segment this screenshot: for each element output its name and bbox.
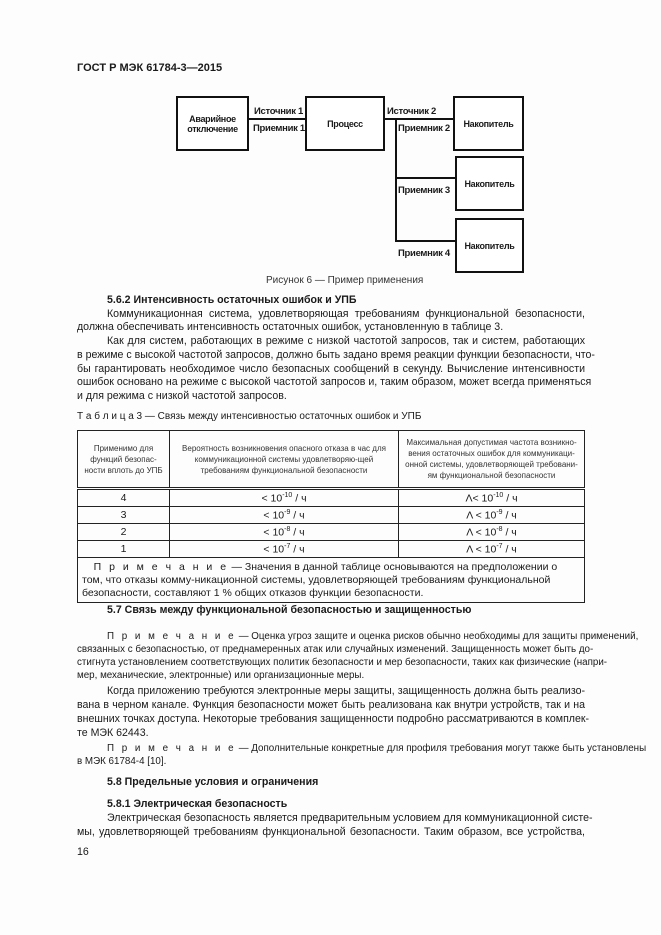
receiver-3-label: Приемник 3 (398, 185, 450, 196)
section-5-6-2-heading: 5.6.2 Интенсивность остаточных ошибок и УПБ (107, 294, 357, 306)
table-row (78, 541, 585, 558)
sil-cell: 3 (78, 507, 170, 524)
unit: / ч (502, 509, 517, 522)
paragraph-line: бы гарантировать необходимое число безопасных сообщений в секунду. Вычисление интенсивности (77, 363, 585, 375)
unit: / ч (502, 543, 517, 556)
sil-cell: 2 (78, 524, 170, 541)
value: Λ < 10 (466, 509, 497, 522)
section-5-8-1-heading: 5.8.1 Электрическая безопасность (107, 798, 288, 810)
value: < 10 (263, 543, 285, 556)
connector-line (395, 118, 397, 242)
unit: / ч (290, 509, 305, 522)
table-row (78, 524, 585, 541)
unit: / ч (290, 526, 305, 539)
paragraph-line: те МЭК 62443. (77, 727, 149, 739)
storage-box-1: Накопитель (453, 96, 524, 151)
page-number: 16 (77, 846, 89, 858)
note-line (107, 630, 639, 643)
table-note (78, 558, 585, 603)
exponent: -9 (496, 508, 503, 516)
table-header-row (78, 431, 585, 489)
exponent: -10 (493, 491, 504, 499)
note-label: П р и м е ч а н и е (107, 743, 237, 754)
exponent: -7 (496, 542, 503, 550)
column-header: Вероятность возникновения опасного отказа в час для коммуникационной системы удовлетворяю-щей требованиям функциональной безопасности (170, 431, 399, 489)
value: < 10 (261, 492, 283, 505)
note-label: П р и м е ч а н и е (93, 560, 229, 573)
figure-caption: Рисунок 6 — Пример применения (266, 275, 424, 286)
paragraph-line: мы, удовлетворяющей требованиям функциональной безопасности. Таким образом, все устройства, (77, 826, 585, 838)
paragraph-line: Когда приложению требуются электронные меры защиты, защищенность должна быть реализо- (107, 685, 585, 697)
note-label: П р и м е ч а н и е (107, 631, 237, 642)
unit: / ч (502, 526, 517, 539)
note-line: связанных с безопасностью, от преднамеренных атак или случайных изменений. Защищенность может быть до- (77, 644, 594, 655)
value: < 10 (263, 526, 285, 539)
column-header: Максимальная допустимая частота возникно-вения остаточных ошибок для коммуникаци-онной системы, удовлетворяющей требовани-ям функциональной безопасности (399, 431, 585, 489)
table-note-row (78, 558, 585, 603)
rate-cell (399, 541, 585, 558)
receiver-4-label: Приемник 4 (398, 248, 450, 259)
column-header: Применимо для функций безопас-ности вплоть до УПБ (78, 431, 170, 489)
document-header: ГОСТ Р МЭК 61784-3—2015 (77, 62, 223, 74)
exponent: -9 (284, 508, 291, 516)
note-text: — Оценка угроз защите и оценка рисков обычно необходимы для защиты применений, (236, 631, 639, 642)
rate-cell (399, 507, 585, 524)
note-line: стигнута установлением соответствующих политик безопасности и мер безопасности, таких как физические (напри- (77, 657, 608, 668)
rate-cell (399, 489, 585, 507)
table-row (78, 489, 585, 507)
section-5-7-heading: 5.7 Связь между функциональной безопасностью и защищенностью (107, 604, 472, 616)
note-text: — Значения в данной таблице основываются на предположении о том, что отказы комму-никационной системы, удовлетворяющей требованиям функциональной безопасности, составляют 1 % общих отказов функции безопасности. (82, 560, 558, 599)
rate-cell (399, 524, 585, 541)
connector-line (247, 118, 305, 120)
table-title: — Связь между интенсивностью остаточных ошибок и УПБ (142, 411, 422, 422)
process-box: Процесс (305, 96, 385, 151)
table-3 (77, 430, 585, 603)
source-2-label: Источник 2 (387, 106, 436, 117)
table-caption (77, 411, 421, 422)
paragraph-line: Как для систем, работающих в режиме с низкой частотой запросов, так и систем, работающих (107, 335, 585, 347)
exponent: -7 (284, 542, 291, 550)
value: < 10 (263, 509, 285, 522)
value: Λ < 10 (466, 526, 497, 539)
exponent: -8 (284, 525, 291, 533)
note-line: мер, механические, электронные) или организационные меры. (77, 670, 365, 681)
receiver-1-label: Приемник 1 (253, 123, 305, 134)
unit: / ч (503, 492, 518, 505)
value: Λ < 10 (466, 543, 497, 556)
exponent: -8 (496, 525, 503, 533)
unit: / ч (290, 543, 305, 556)
storage-box-2: Накопитель (455, 156, 524, 211)
section-5-8-heading: 5.8 Предельные условия и ограничения (107, 776, 319, 788)
note-line (107, 742, 647, 755)
source-1-label: Источник 1 (254, 106, 303, 117)
probability-cell (170, 507, 399, 524)
storage-box-3: Накопитель (455, 218, 524, 273)
paragraph-line: и для режима с низкой частотой запросов. (77, 390, 287, 402)
connector-line (383, 118, 453, 120)
value: Λ< 10 (465, 492, 494, 505)
table-label: Т а б л и ц а 3 (77, 411, 143, 422)
paragraph-line: Электрическая безопасность является предварительным условием для коммуникационной систе- (107, 812, 593, 824)
unit: / ч (292, 492, 307, 505)
exponent: -10 (282, 491, 293, 499)
probability-cell (170, 524, 399, 541)
paragraph-line: должна обеспечивать интенсивность остаточных ошибок, установленную в таблице 3. (77, 321, 504, 333)
paragraph-line: в режиме с высокой частотой запросов, должно быть задано время реакции функции безопасности, что- (77, 349, 595, 361)
probability-cell (170, 541, 399, 558)
sil-cell: 1 (78, 541, 170, 558)
note-text: — Дополнительные конкретные для профиля требования могут также быть установлены (236, 743, 647, 754)
connector-line (395, 177, 455, 179)
paragraph-line: ошибок основано на режиме с высокой частотой запросов и, таким образом, может всегда применяться (77, 376, 592, 388)
paragraph-line: внешних точках доступа. Некоторые требования защищенности подробно рассматриваются в комплек- (77, 713, 590, 725)
note-line: в МЭК 61784-4 [10]. (77, 756, 167, 767)
receiver-2-label: Приемник 2 (398, 123, 450, 134)
emergency-stop-box: Аварийное отключение (176, 96, 249, 151)
probability-cell (170, 489, 399, 507)
connector-line (395, 240, 455, 242)
paragraph-line: вана в черном канале. Функция безопасности может быть реализована как внутри устройств, так и на (77, 699, 585, 711)
table-row (78, 507, 585, 524)
paragraph-line: Коммуникационная система, удовлетворяющая требованиям функциональной безопасности, (107, 308, 585, 320)
sil-cell: 4 (78, 489, 170, 507)
